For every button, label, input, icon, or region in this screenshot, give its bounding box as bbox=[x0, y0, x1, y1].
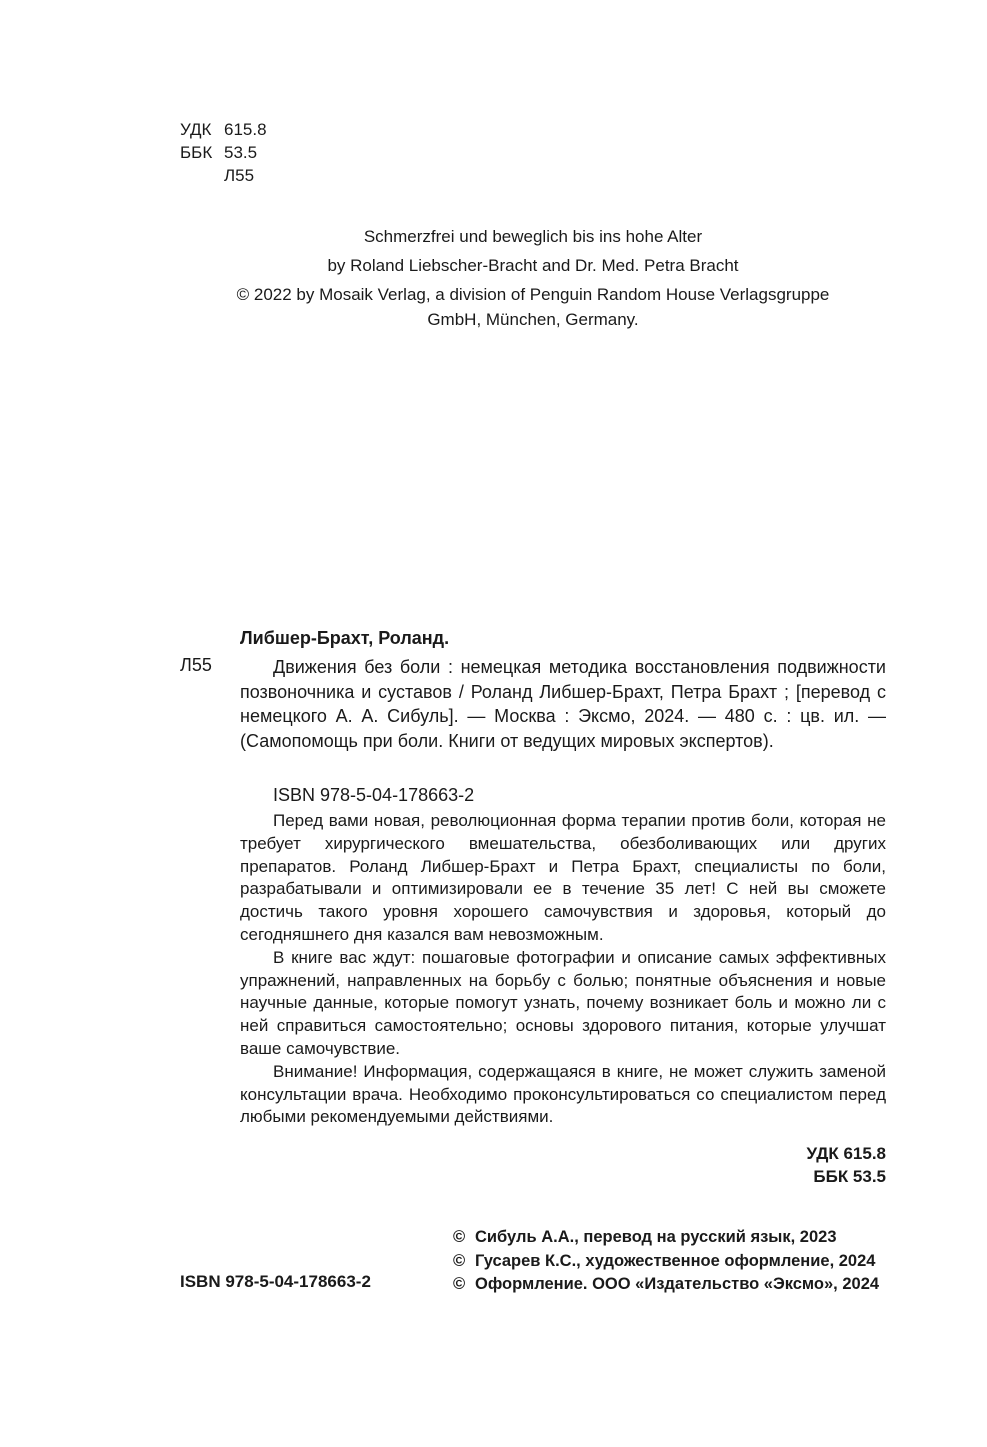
udk-label: УДК bbox=[180, 120, 212, 139]
copyright-symbol: © bbox=[453, 1275, 466, 1293]
bbk-value: 53.5 bbox=[224, 143, 258, 162]
bibliographic-description: Движения без боли : немецкая методика восстановления подвижности позвоночника и суставов / Роланд Либшер-Брахт, Петра Брахт ; [перевод с немецкого А. А. Сибуль]. — Москва : Эксмо, 2024. — 480 с. : цв. ил. — (Самопомощь при боли. Книги от ведущих мировых экспертов). bbox=[240, 657, 886, 751]
copyright-item bbox=[453, 1250, 879, 1274]
isbn-record: ISBN 978-5-04-178663-2 bbox=[273, 785, 475, 805]
udk-value: 615.8 bbox=[224, 120, 267, 139]
bbk-label: ББК bbox=[180, 143, 213, 162]
author-heading: Либшер-Брахт, Роланд. bbox=[240, 628, 450, 648]
cutter-row bbox=[180, 164, 267, 187]
copyright-item bbox=[453, 1226, 879, 1250]
copyright-symbol: © bbox=[453, 1251, 466, 1270]
original-edition-block bbox=[180, 222, 886, 331]
copyright-symbol: © bbox=[453, 1228, 466, 1246]
original-authors: by Roland Liebscher-Bracht and Dr. Med. Petra Bracht bbox=[327, 256, 739, 275]
udk-row bbox=[180, 118, 267, 141]
bbk-row bbox=[180, 141, 267, 164]
classification-block-top bbox=[180, 118, 267, 187]
copyright-text: Оформление. ООО «Издательство «Эксмо», 2024 bbox=[475, 1275, 880, 1293]
isbn-bottom: ISBN 978-5-04-178663-2 bbox=[180, 1272, 371, 1291]
copyright-text: Сибуль А.А., перевод на русский язык, 2023 bbox=[475, 1228, 837, 1246]
annotation-paragraph-2: В книге вас ждут: пошаговые фотографии и описание самых эффективных упражнений, направленных на борьбу с болью; понятные объяснения и новые научные данные, которые помогут узнать, почему возникает боль и можно ли с ней справиться самостоятельно; основы здорового питания, которые улучшат ваше самочувствие. bbox=[240, 947, 886, 1058]
bbk-bottom: ББК 53.5 bbox=[813, 1167, 886, 1186]
copyright-item bbox=[453, 1273, 879, 1297]
copyright-list bbox=[453, 1226, 879, 1297]
original-copyright-line1: © 2022 by Mosaik Verlag, a division of Penguin Random House Verlagsgruppe bbox=[236, 285, 830, 304]
annotation-paragraph-1: Перед вами новая, революционная форма терапии против боли, которая не требует хирургического вмешательства, обезболивающих или других препаратов. Роланд Либшер-Брахт и Петра Брахт, специалисты по боли, разрабатывали и оптимизировали ее в течение 35 лет! С ней вы сможете достичь такого уровня хорошего самочувствия и здоровья, который до сегодняшнего дня казался вам невозможным. bbox=[240, 811, 886, 944]
original-title: Schmerzfrei und beweglich bis ins hohe Alter bbox=[363, 227, 703, 246]
cutter-mark: Л55 bbox=[180, 655, 212, 675]
annotation bbox=[240, 810, 886, 1129]
annotation-paragraph-3: Внимание! Информация, содержащаяся в книге, не может служить заменой консультации врача. Необходимо проконсультироваться со специалистом перед любыми рекомендуемыми действиями. bbox=[240, 1061, 886, 1127]
classification-block-bottom bbox=[700, 1142, 886, 1188]
udk-bottom: УДК 615.8 bbox=[806, 1144, 886, 1163]
copyright-text: Гусарев К.С., художественное оформление, 2024 bbox=[475, 1251, 876, 1270]
cutter-value: Л55 bbox=[224, 166, 255, 185]
original-copyright-line2: GmbH, München, Germany. bbox=[427, 310, 639, 329]
